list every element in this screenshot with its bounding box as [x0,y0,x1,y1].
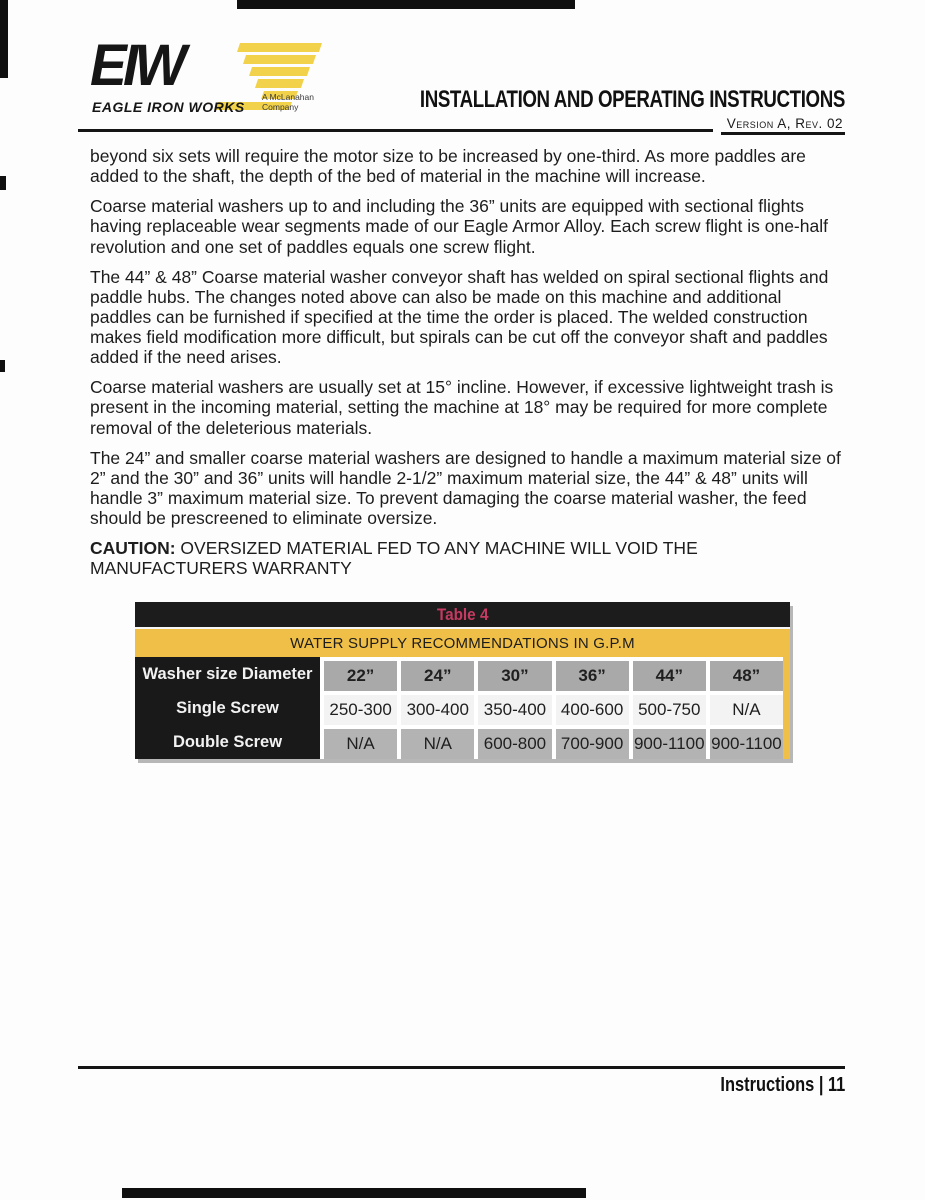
table-header-row [135,657,783,691]
table-cell: 300-400 [401,695,474,725]
table-row-single-screw [135,691,783,725]
table-cell: 600-800 [478,729,551,759]
scan-artifact-left-edge [0,176,6,190]
row-label: Single Screw [135,691,320,725]
row-header-label: Washer size Diameter [135,657,320,691]
column-header: 48” [710,661,783,691]
table-cell: 400-600 [556,695,629,725]
column-header: 44” [633,661,706,691]
page-number-text: Instructions | 11 [720,1074,845,1096]
table-cell: 350-400 [478,695,551,725]
paragraph: beyond six sets will require the motor size to be increased by one-third. As more paddles are added to the shaft, the depth of the bed of material in the machine will increase. [90,146,806,187]
page-footer [78,1066,845,1097]
eiw-logo [90,33,340,122]
table-cell: N/A [324,729,397,759]
caution-text: OVERSIZED MATERIAL FED TO ANY MACHINE WILL VOID THE MANUFACTURERS WARRANTY [90,538,698,579]
eiw-logo-acronym: EIW [90,33,183,98]
table-cell: 700-900 [556,729,629,759]
paragraph: Coarse material washers are usually set at 15° incline. However, if excessive lightweight trash is present in the incoming material, setting the machine at 18° may be required for more complete removal of the deleterious materials. [90,377,834,438]
eiw-logo-subsidiary: A McLanahan Company [262,92,314,113]
paragraph: Coarse material washers up to and including the 36” units are equipped with sectional flights having replaceable wear segments made of our Eagle Armor Alloy. Each screw flight is one-half revolution and one set of paddles equals one screw flight. [90,196,828,257]
table-rows [135,657,790,759]
table-title: Table 4 [436,604,489,624]
scan-artifact-left-edge [0,0,8,78]
table-cell: N/A [710,695,783,725]
table-cell: 900-1100 [633,729,706,759]
table-cell: N/A [401,729,474,759]
column-header: 24” [401,661,474,691]
page-header [90,33,845,138]
column-header: 30” [478,661,551,691]
table-cell: 500-750 [633,695,706,725]
scan-artifact-bottom-bar [122,1188,586,1198]
column-header: 22” [324,661,397,691]
table-title-bar [135,602,790,629]
table-row-double-screw [135,725,783,759]
paragraph: The 24” and smaller coarse material washers are designed to handle a maximum material size of 2” and the 30” and 36” units will handle 2-1/2” maximum material size, the 44” & 48” units will handle 3” maximum material size. To prevent damaging the coarse material washer, the feed should be prescreened to eliminate oversize. [90,447,841,528]
document-version: Version A, Rev. 02 [721,116,845,135]
footer-rule [78,1066,845,1069]
header-rule [78,129,713,132]
row-label: Double Screw [135,725,320,759]
scan-artifact-left-edge [0,360,5,372]
table-subtitle: WATER SUPPLY RECOMMENDATIONS IN G.P.M [290,634,635,652]
eiw-logo-company-name: EAGLE IRON WORKS [92,99,245,115]
document-title: INSTALLATION AND OPERATING INSTRUCTIONS [419,86,845,113]
table-cell: 250-300 [324,695,397,725]
column-header: 36” [556,661,629,691]
table-subtitle-band [135,629,790,657]
water-supply-table [135,602,790,759]
table-cell: 900-1100 [710,729,783,759]
page-number-label [78,1074,845,1097]
caution-paragraph [90,538,845,578]
document-body [90,146,845,759]
scan-artifact-top-bar [237,0,575,9]
caution-label: CAUTION: [90,538,176,559]
paragraph: The 44” & 48” Coarse material washer conveyor shaft has welded on spiral sectional flights and paddle hubs. The changes noted above can also be made on this machine and additional paddles can be furnished if specified at the time the order is placed. The welded construction makes field modification more difficult, but spirals can be cut off the conveyor shaft and paddles added if the need arises. [90,266,829,368]
